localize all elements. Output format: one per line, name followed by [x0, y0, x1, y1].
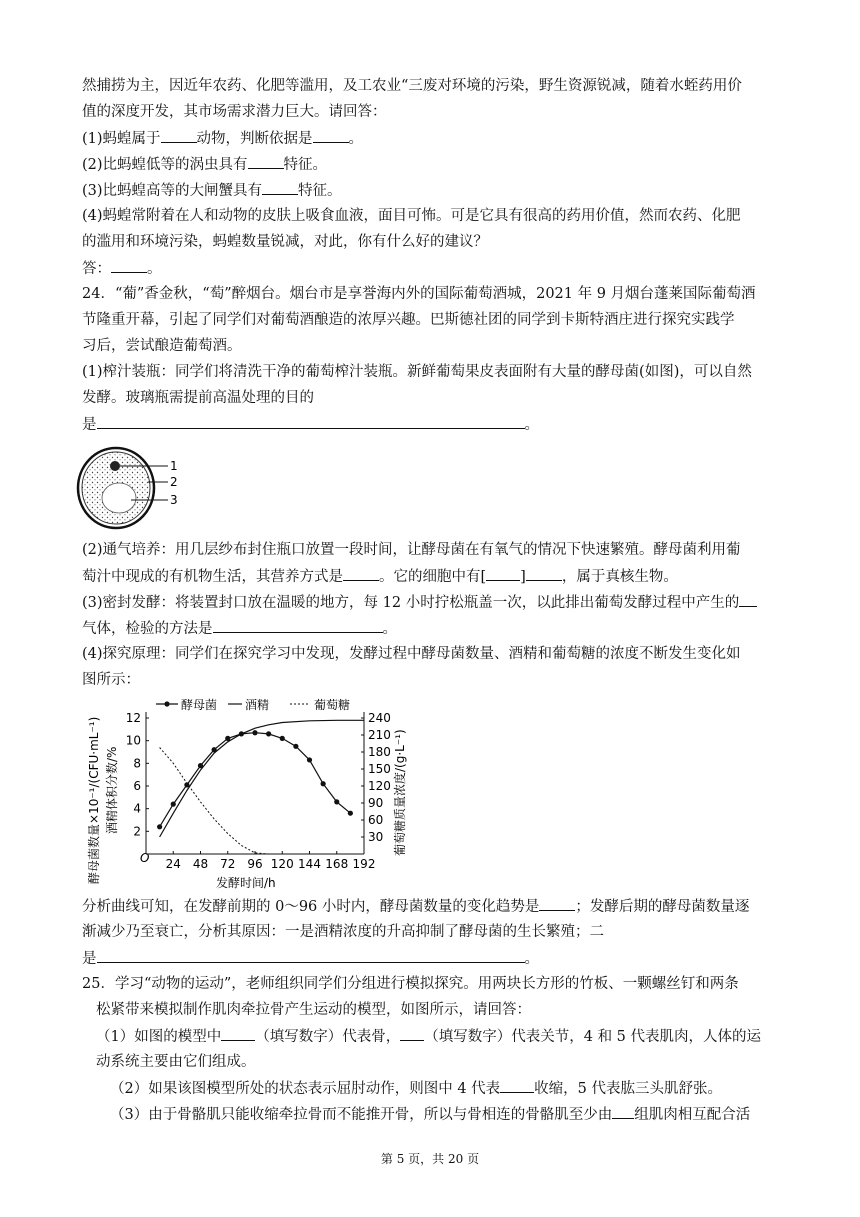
x-tick-label: 168	[325, 857, 349, 871]
text: (2)比蚂蝗低等的涡虫具有	[82, 157, 248, 173]
y-axis-label-right: 葡萄糖质量浓度/(g·L⁻¹)	[393, 729, 407, 856]
x-tick-label: 72	[220, 857, 236, 871]
text: 。	[382, 621, 397, 637]
text-line: 习后，尝试酿造葡萄酒。	[82, 338, 242, 354]
data-point-yeast	[334, 799, 339, 804]
answer-blank[interactable]	[486, 566, 520, 581]
question-line	[96, 1026, 761, 1047]
label-1: 1	[170, 459, 178, 473]
y-left-tick-label: 12	[125, 711, 141, 725]
legend-glucose: 葡萄糖	[314, 698, 351, 712]
text-line: 值的深度开发，其市场需求潜力巨大。请回答：	[82, 104, 387, 120]
y-left-tick-label: 2	[133, 824, 141, 839]
page-footer: 第 5 页，共 20 页	[380, 1152, 480, 1166]
answer-blank[interactable]	[221, 1026, 255, 1041]
question-25-title: 25．学习“动物的运动”，老师组织同学们分组进行模拟探究。用两块长方形的竹板、一颗螺丝钉和两条	[82, 976, 739, 992]
y-left-tick-label: 6	[133, 779, 141, 793]
y-right-tick-label: 240	[368, 711, 391, 725]
text: （2）如果该图模型所处的状态表示屈肘动作，则图中 4 代表	[110, 1081, 501, 1097]
data-point-yeast	[307, 757, 312, 762]
text: 特征。	[283, 157, 328, 173]
answer-blank[interactable]	[400, 1026, 424, 1041]
label-3: 3	[170, 493, 178, 507]
question-line	[82, 592, 757, 613]
text-line: 然捕捞为主，因近年农药、化肥等滥用，及工农业“三废对环境的污染，野生资源锐减，随着水蛭药用价	[82, 78, 742, 94]
answer-line	[82, 948, 539, 969]
text: 萄汁中现成的有机物生活，其营养方式是	[82, 569, 343, 585]
y-left-tick-label: 8	[133, 756, 141, 771]
text: (3)比蚂蝗高等的大闸蟹具有	[82, 183, 263, 199]
x-tick-label: 120	[270, 857, 294, 871]
answer-blank[interactable]	[526, 566, 562, 581]
text: 是	[82, 951, 97, 967]
answer-blank[interactable]	[97, 948, 525, 963]
question-line	[110, 1104, 750, 1125]
data-point-yeast	[266, 731, 271, 736]
text: ]	[520, 569, 526, 585]
data-point-yeast	[157, 824, 162, 829]
legend-alcohol: 酒精	[245, 698, 270, 712]
text-line: 图所示：	[82, 672, 140, 688]
answer-blank[interactable]	[539, 896, 575, 911]
y-axis-label-left2: 酒精体积分数/%	[105, 746, 119, 834]
text-line: 发酵。玻璃瓶需提前高温处理的目的	[82, 390, 314, 406]
question-line	[82, 180, 342, 201]
answer-blank[interactable]	[213, 618, 383, 633]
text: 动物，判断依据是	[196, 131, 313, 147]
x-tick-label: 48	[192, 857, 209, 871]
text-line: (4)蚂蝗常附着在人和动物的皮肤上吸食血液，面目可怖。可是它具有很高的药用价值，然而农药、化肥	[82, 208, 741, 224]
text: 特征。	[298, 183, 342, 199]
text: （填写数字）代表骨，	[255, 1029, 401, 1045]
legend	[156, 697, 350, 712]
yeast-cell-figure	[76, 446, 186, 530]
vacuole	[102, 483, 136, 513]
text: 是	[82, 417, 97, 433]
answer-blank[interactable]	[248, 154, 284, 169]
text: 。	[524, 417, 539, 433]
x-tick-label: 96	[247, 857, 263, 871]
origin-label: O	[140, 851, 150, 865]
data-point-yeast	[321, 781, 326, 786]
answer-blank[interactable]	[343, 566, 379, 581]
x-axis-label: 发酵时间/h	[216, 876, 276, 890]
data-point-yeast	[348, 811, 353, 816]
data-point-yeast	[252, 730, 257, 735]
answer-line	[82, 414, 539, 435]
text: （3）由于骨骼肌只能收缩牵拉骨而不能推开骨，所以与骨相连的骨骼肌至少由	[110, 1107, 613, 1123]
x-tick-label: 192	[352, 857, 376, 871]
answer-blank[interactable]	[313, 128, 349, 143]
answer-blank[interactable]	[739, 592, 757, 607]
answer-blank[interactable]	[612, 1104, 634, 1119]
text: 收缩，5 代表肱三头肌舒张。	[534, 1081, 723, 1097]
text: 答：	[82, 261, 111, 277]
answer-blank[interactable]	[262, 180, 298, 195]
question-line	[110, 1078, 722, 1099]
question-line	[82, 154, 327, 175]
answer-blank[interactable]	[97, 414, 525, 429]
data-point-yeast	[280, 736, 285, 741]
y-axis-label-left: 酵母菌数量×10⁻¹/(CFU·mL⁻¹)	[87, 716, 101, 884]
y-right-tick-label: 30	[368, 830, 384, 844]
legend-yeast: 酵母菌	[181, 698, 218, 712]
series-line-alcohol	[160, 720, 364, 837]
text: 组肌肉相互配合活	[634, 1107, 751, 1123]
y-right-tick-label: 120	[368, 779, 391, 793]
fermentation-chart	[84, 694, 407, 890]
text: (3)密封发酵：将装置封口放在温暖的地方，每 12 小时拧松瓶盖一次，以此排出葡萄发酵过程中产生的	[82, 595, 740, 611]
answer-blank[interactable]	[161, 128, 197, 143]
x-tick-label: 24	[165, 857, 181, 871]
text-line: 渐减少乃至衰亡，分析其原因：一是酒精浓度的升高抑制了酵母菌的生长繁殖；二	[82, 924, 604, 940]
text-line: (2)通气培养：用几层纱布封住瓶口放置一段时间，让酵母菌在有氧气的情况下快速繁殖。酵母菌利用葡	[82, 542, 741, 558]
text: （1）如图的模型中	[96, 1029, 222, 1045]
y-right-tick-label: 180	[368, 745, 391, 759]
x-tick-label: 144	[298, 857, 321, 871]
text: 。它的细胞中有[	[379, 569, 487, 585]
y-right-tick-label: 150	[368, 762, 391, 776]
answer-blank[interactable]	[111, 258, 147, 273]
text: ；发酵后期的酵母菌数量逐	[575, 899, 750, 915]
y-right-tick-label: 90	[368, 796, 384, 810]
text-line: (1)榨汁装瓶：同学们将清洗干净的葡萄榨汁装瓶。新鲜葡萄果皮表面附有大量的酵母菌(如图)，可以自然	[82, 364, 752, 380]
text: ，属于真核生物。	[561, 569, 678, 585]
text-line: (4)探究原理：同学们在探究学习中发现，发酵过程中酵母菌数量、酒精和葡萄糖的浓度不断发生变化如	[82, 646, 741, 662]
nucleus	[110, 461, 120, 471]
text-line: 节隆重开幕，引起了同学们对葡萄酒酿造的浓厚兴趣。巴斯德社团的同学到卡斯特酒庄进行探究实践学	[82, 312, 735, 328]
y-right-tick-label: 60	[368, 813, 384, 827]
text-line: 的滥用和环境污染，蚂蝗数量锐减，对此，你有什么好的建议？	[82, 234, 488, 250]
y-left-tick-label: 10	[125, 733, 141, 748]
series-line-yeast	[160, 733, 351, 827]
answer-blank[interactable]	[500, 1078, 534, 1093]
text: (1)蚂蝗属于	[82, 131, 161, 147]
question-24-title: 24．“葡”香金秋，“萄”醉烟台。烟台市是享誉海内外的国际葡萄酒城，2021 年 9 月烟台蓬莱国际葡萄酒	[82, 286, 756, 302]
question-line	[82, 896, 749, 917]
text-line: 动系统主要由它们组成。	[96, 1054, 256, 1070]
question-line	[82, 128, 363, 149]
text: 。	[147, 261, 162, 277]
text: 。	[348, 131, 364, 147]
text-line: 松紧带来模拟制作肌肉牵拉骨产生运动的模型，如图所示，请回答：	[96, 1002, 531, 1018]
y-left-tick-label: 4	[133, 801, 141, 816]
data-point-yeast	[171, 802, 176, 807]
text: （填写数字）代表关节，4 和 5 代表肌肉，人体的运	[424, 1029, 762, 1045]
question-line	[82, 618, 397, 639]
text: 分析曲线可知，在发酵前期的 0～96 小时内，酵母菌数量的变化趋势是	[82, 899, 540, 915]
text: 气体，检验的方法是	[82, 621, 213, 637]
answer-line	[82, 258, 162, 279]
label-2: 2	[170, 475, 178, 489]
data-point-yeast	[293, 744, 298, 749]
question-line	[82, 566, 678, 587]
text: 。	[524, 951, 539, 967]
y-right-tick-label: 210	[368, 728, 391, 742]
